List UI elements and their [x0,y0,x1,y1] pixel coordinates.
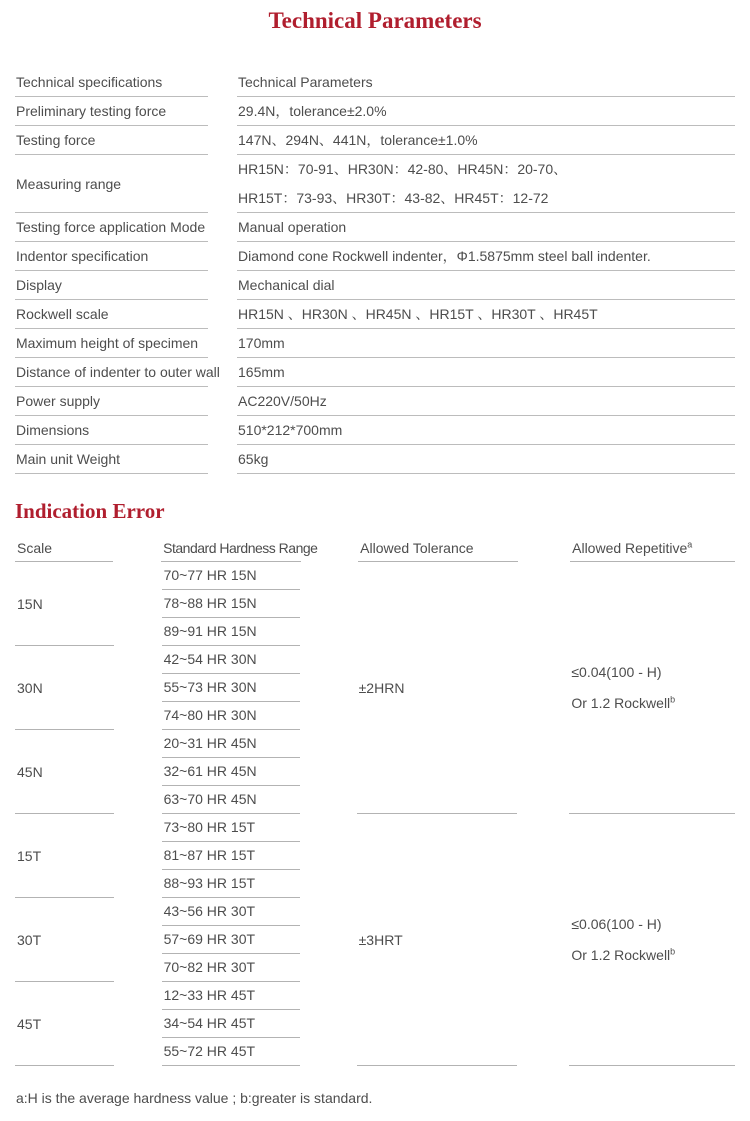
range-cell: 55~72 HR 45T [162,1038,300,1066]
scale-group-T [15,814,735,1066]
range-cell: 73~80 HR 15T [162,814,300,842]
header-text: Allowed Repetitive [572,540,688,556]
table-row [15,271,735,300]
table-row [15,126,735,155]
spec-label: Technical specifications [15,68,208,97]
spec-value-line: HR15T：73-93、HR30T：43-82、HR45T：12-72 [238,190,549,206]
range-cell: 12~33 HR 45T [162,982,300,1010]
scale-column [15,814,114,1066]
spec-value [237,155,735,213]
scale-cell: 15T [15,814,114,898]
range-cell: 70~82 HR 30T [162,954,300,982]
footnote: a:H is the average hardness value ; b:greater is standard. [16,1090,373,1106]
repetitive-text: Or 1.2 Rockwell [571,694,671,711]
spec-label: Dimensions [15,416,208,445]
range-cell: 63~70 HR 45N [162,786,300,814]
tolerance-cell [357,562,518,814]
spec-label: Testing force [15,126,208,155]
scale-cell: 15N [15,562,114,646]
range-cell: 81~87 HR 15T [162,842,300,870]
scale-cell: 45T [15,982,114,1066]
spec-value: 29.4N，tolerance±2.0% [237,97,735,126]
spec-value: 165mm [237,358,735,387]
repetitive-line [571,940,735,971]
spec-label: Maximum height of specimen [15,329,208,358]
spec-label: Rockwell scale [15,300,208,329]
hardness-range-column [162,562,300,814]
table-row [15,416,735,445]
range-cell: 74~80 HR 30N [162,702,300,730]
footnote-marker-a: a [687,539,693,550]
column-header-allowed-tolerance: Allowed Tolerance [358,537,518,562]
range-cell: 20~31 HR 45N [162,730,300,758]
spec-value: HR15N 、HR30N 、HR45N 、HR15T 、HR30T 、HR45T [237,300,735,329]
scale-group-N [15,562,735,814]
spec-label: Testing force application Mode [15,213,208,242]
column-header-scale: Scale [15,537,113,562]
tolerance-value: ±2HRN [358,679,405,696]
range-cell: 55~73 HR 30N [162,674,300,702]
technical-parameters-table [15,68,735,474]
table-row [15,445,735,474]
spec-label: Indentor specification [15,242,208,271]
spec-value-line: HR15N：70-91、HR30N：42-80、HR45N：20-70、 [238,161,568,177]
range-cell: 32~61 HR 45N [162,758,300,786]
spec-label: Power supply [15,387,208,416]
repetitive-line [571,688,735,719]
footnote-marker-b: b [670,693,676,704]
repetitive-cell [569,562,735,814]
spec-value: Manual operation [237,213,735,242]
scale-cell: 30T [15,898,114,982]
column-header-standard-hardness-range: Standard Hardness Range [161,537,301,562]
table-row [15,358,735,387]
column-header-allowed-repetitive [570,537,735,562]
spec-value: Mechanical dial [237,271,735,300]
table-row [15,213,735,242]
table-row [15,387,735,416]
tolerance-value: ±3HRT [358,931,403,948]
range-cell: 57~69 HR 30T [162,926,300,954]
table-row [15,97,735,126]
indication-error-table [15,537,735,1066]
tolerance-cell [357,814,518,1066]
range-cell: 43~56 HR 30T [162,898,300,926]
table-row [15,329,735,358]
spec-value: 65kg [237,445,735,474]
spec-label: Display [15,271,208,300]
range-cell: 78~88 HR 15N [162,590,300,618]
range-cell: 42~54 HR 30N [162,646,300,674]
table-row [15,242,735,271]
range-cell: 34~54 HR 45T [162,1010,300,1038]
repetitive-line: ≤0.04(100 - H) [571,663,662,680]
scale-cell: 45N [15,730,114,814]
scale-cell: 30N [15,646,114,730]
spec-label: Distance of indenter to outer wall [15,358,208,387]
repetitive-cell [569,814,735,1066]
repetitive-line: ≤0.06(100 - H) [571,915,662,932]
spec-value: Diamond cone Rockwell indenter，Φ1.5875mm steel ball indenter. [237,242,735,271]
footnote-marker-b: b [670,945,676,956]
spec-label: Preliminary testing force [15,97,208,126]
table-row [15,68,735,97]
spec-value: AC220V/50Hz [237,387,735,416]
hardness-range-column [162,814,300,1066]
table-row [15,300,735,329]
scale-column [15,562,114,814]
spec-value: 147N、294N、441N，tolerance±1.0% [237,126,735,155]
spec-value: Technical Parameters [237,68,735,97]
spec-value: 510*212*700mm [237,416,735,445]
range-cell: 70~77 HR 15N [162,562,300,590]
section-title-indication-error: Indication Error [15,499,165,523]
spec-label: Measuring range [15,155,208,213]
page-title: Technical Parameters [268,8,482,33]
table-header-row [15,537,735,562]
spec-label: Main unit Weight [15,445,208,474]
spec-value: 170mm [237,329,735,358]
repetitive-text: Or 1.2 Rockwell [571,946,671,963]
table-row [15,155,735,213]
range-cell: 88~93 HR 15T [162,870,300,898]
range-cell: 89~91 HR 15N [162,618,300,646]
